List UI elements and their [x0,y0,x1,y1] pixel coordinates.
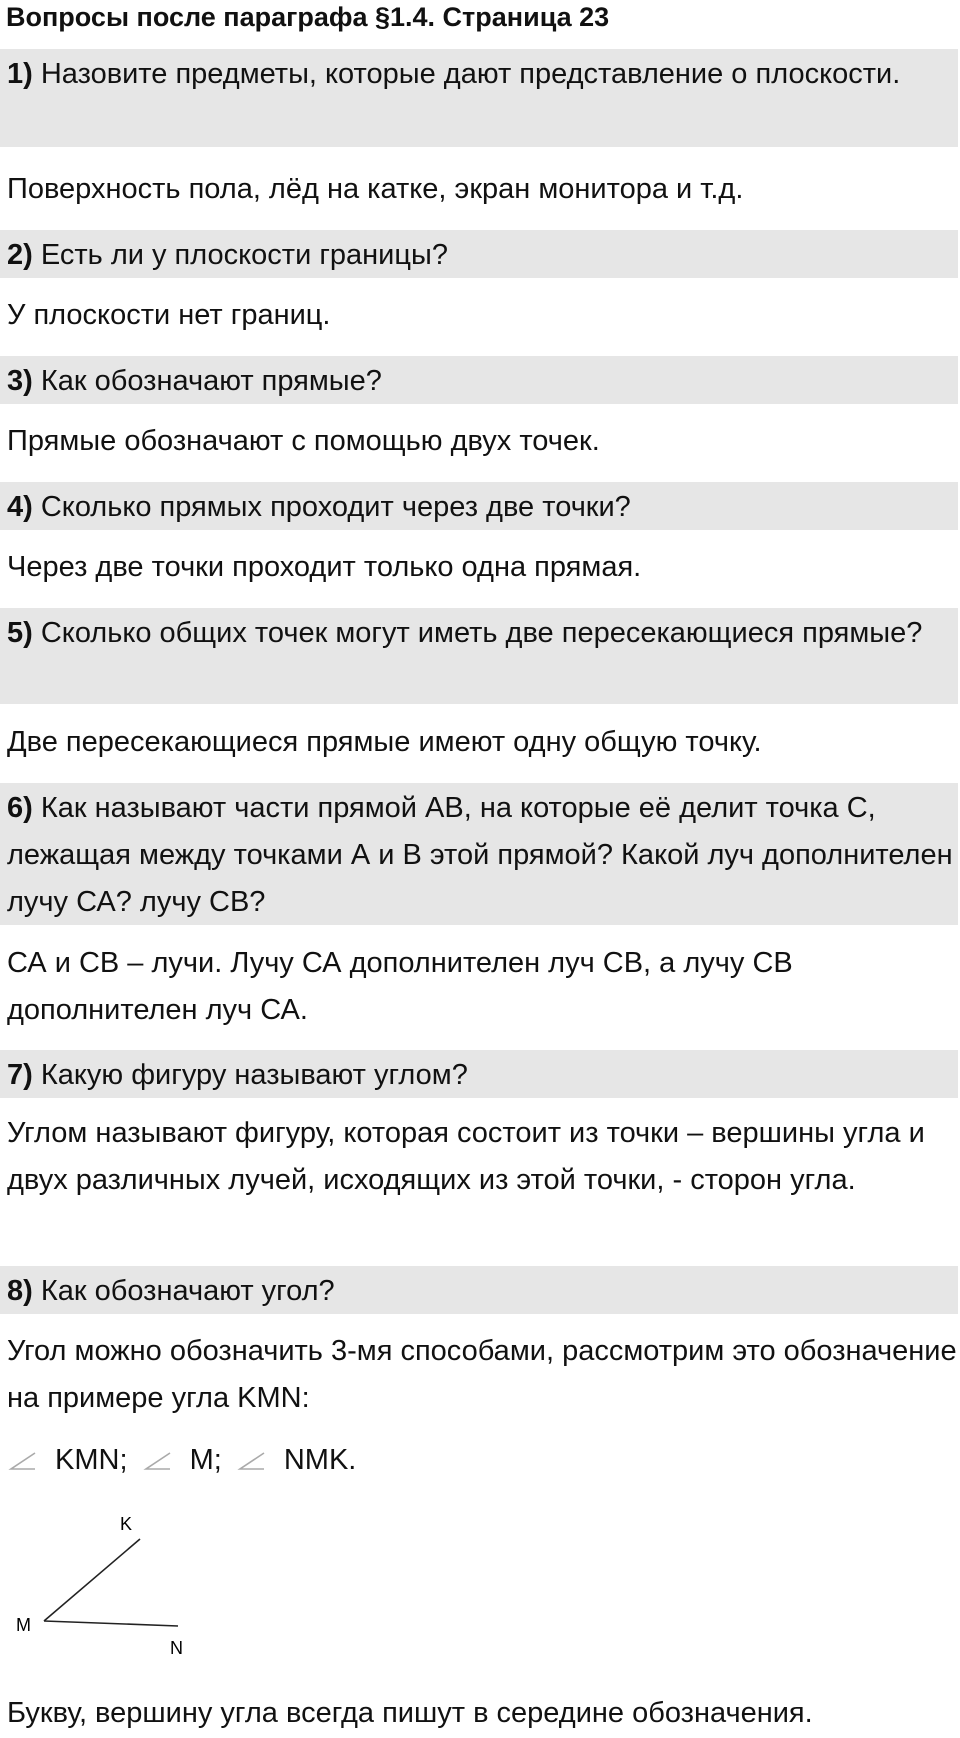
question-text: Как обозначают угол? [40,1275,335,1307]
question-6 [0,783,958,925]
angle-notation-1: KMN; [55,1444,128,1476]
question-3 [0,356,958,404]
question-1 [0,49,958,147]
answer-1: Поверхность пола, лёд на катке, экран монитора и т.д. [7,173,744,205]
question-text: Есть ли у плоскости границы? [40,239,448,271]
angle-icon [7,1451,37,1471]
ray-mk [44,1539,140,1621]
question-7 [0,1050,958,1098]
answer-6: СА и СВ – лучи. Лучу СА дополнителен луч СВ, а лучу СВ дополнителен луч СА. [7,947,793,1026]
answer-8: Угол можно обозначить 3-мя способами, рассмотрим это обозначение на примере угла KMN: [7,1335,957,1414]
question-4 [0,482,958,530]
angle-notation-3: NMK. [283,1444,357,1476]
question-text: Сколько прямых проходит через две точки? [40,491,631,523]
answer-7: Углом называют фигуру, которая состоит из точки – вершины угла и двух различных лучей, исходящих из этой точки, - сторон угла. [7,1117,925,1196]
question-5 [0,608,958,704]
label-k: K [120,1514,133,1534]
page-title: Вопросы после параграфа §1.4. Страница 23 [6,2,610,32]
question-number: 6) [7,792,33,824]
question-2 [0,230,958,278]
question-text: Назовите предметы, которые дают представление о плоскости. [40,58,901,90]
answer-4: Через две точки проходит только одна прямая. [7,551,642,583]
question-number: 4) [7,491,33,523]
question-number: 3) [7,365,33,397]
question-8 [0,1266,958,1314]
question-number: 7) [7,1059,33,1091]
question-text: Сколько общих точек могут иметь две пересекающиеся прямые? [40,617,923,649]
angle-icon [142,1451,172,1471]
label-n: N [170,1638,183,1658]
ray-mn [44,1621,178,1626]
question-number: 1) [7,58,33,90]
final-note: Букву, вершину угла всегда пишут в середине обозначения. [7,1697,813,1729]
angle-kmn-diagram [0,1505,210,1660]
angle-notation-2: M; [189,1444,222,1476]
label-m: M [16,1615,31,1635]
angle-icon [236,1451,266,1471]
question-text: Как называют части прямой АВ, на которые её делит точка С, лежащая между точками А и В этой прямой? Какой луч дополнителен лучу СА? лучу СВ? [7,792,953,918]
angle-notation-line [7,1437,356,1484]
question-text: Какую фигуру называют углом? [40,1059,468,1091]
question-number: 8) [7,1275,33,1307]
question-text: Как обозначают прямые? [40,365,382,397]
answer-5: Две пересекающиеся прямые имеют одну общую точку. [7,726,762,758]
answer-2: У плоскости нет границ. [7,299,331,331]
question-number: 5) [7,617,33,649]
question-number: 2) [7,239,33,271]
answer-3: Прямые обозначают с помощью двух точек. [7,425,600,457]
